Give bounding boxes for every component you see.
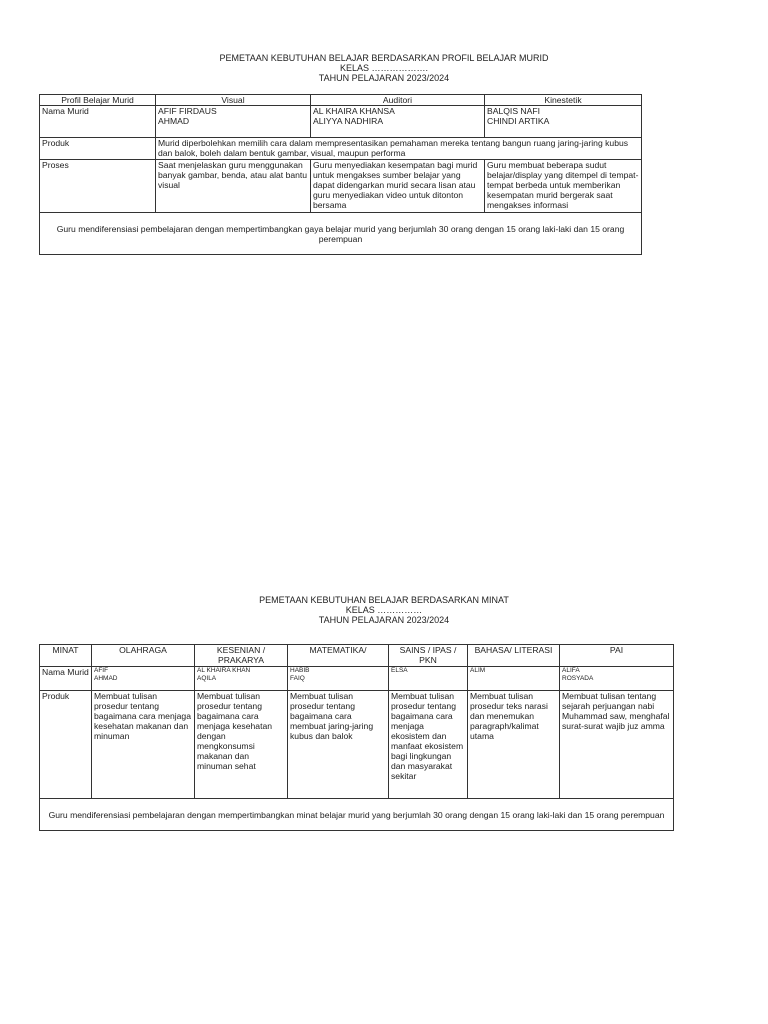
produk-olahraga: Membuat tulisan prosedur tentang bagaimana cara menjaga kesehatan makanan dan minuman (92, 691, 195, 799)
name-auditori-2: ALIYYA NADHIRA (313, 116, 384, 126)
proses-auditori: Guru menyediakan kesempatan bagi murid untuk mengakses sumber belajar yang dapat didengarkan murid secara lisan atau guru menyediakan video untuk ditonton bersama (311, 160, 485, 213)
name-kinestetik-1: BALQIS NAFI (487, 106, 541, 116)
minat-nama-label: Nama Murid (40, 667, 92, 691)
name-olahraga-1: AFIF (94, 667, 109, 674)
name-visual-1: AFIF FIRDAUS (158, 106, 217, 116)
names-matematika (288, 667, 389, 691)
minat-note-row (40, 799, 674, 831)
profil-note: Guru mendiferensiasi pembelajaran dengan mempertimbangkan gaya belajar murid yang berjumlah 30 orang dengan 15 orang laki-laki dan 15 orang perempuan (40, 213, 642, 255)
profil-heading (0, 53, 768, 83)
minat-produk-row (40, 691, 674, 799)
minat-heading (0, 595, 768, 625)
col-kinestetik: Kinestetik (485, 95, 642, 106)
minat-nama-row (40, 667, 674, 691)
col-visual: Visual (156, 95, 311, 106)
minat-heading-kelas: KELAS …………… (345, 605, 423, 615)
produk-text: Murid diperbolehkan memilih cara dalam mempresentasikan pemahaman mereka tentang bangun ruang jaring-jaring kubus dan balok, boleh dalam bentuk gambar, visual, maupun performa (156, 138, 642, 160)
proses-kinestetik: Guru membuat beberapa sudut belajar/display yang ditempel di tempat-tempat berbeda untuk memberikan kesempatan murid bergerak saat mengakses informasi (485, 160, 642, 213)
col-profil: Profil Belajar Murid (40, 95, 156, 106)
names-auditori (311, 106, 485, 138)
col-minat: MINAT (40, 645, 92, 667)
minat-table (39, 644, 674, 831)
col-sains: SAINS / IPAS / PKN (389, 645, 468, 667)
names-olahraga (92, 667, 195, 691)
minat-produk-label: Produk (40, 691, 92, 799)
name-kesenian-2: AQILA (197, 675, 217, 682)
profil-table (39, 94, 642, 255)
produk-matematika: Membuat tulisan prosedur tentang bagaimana cara membuat jaring-jaring kubus dan balok (288, 691, 389, 799)
minat-heading-title: PEMETAAN KEBUTUHAN BELAJAR BERDASARKAN MINAT (259, 595, 509, 605)
produk-pai: Membuat tulisan tentang sejarah perjuangan nabi Muhammad saw, menghafal surat-surat wajib juz amma (560, 691, 674, 799)
names-visual (156, 106, 311, 138)
names-pai (560, 667, 674, 691)
profil-proses-row (40, 160, 642, 213)
name-visual-2: AHMAD (158, 116, 190, 126)
name-olahraga-2: AHMAD (94, 675, 118, 682)
names-bahasa (468, 667, 560, 691)
profil-heading-kelas: KELAS ………………. (339, 63, 429, 73)
names-kinestetik (485, 106, 642, 138)
profil-heading-title: PEMETAAN KEBUTUHAN BELAJAR BERDASARKAN PROFIL BELAJAR MURID (219, 53, 549, 63)
produk-kesenian: Membuat tulisan prosedur tentang bagaimana cara menjaga kesehatan dengan mengkonsumsi makanan dan minuman sehat (195, 691, 288, 799)
name-matematika-1: HABIB (290, 667, 310, 674)
names-kesenian (195, 667, 288, 691)
col-auditori: Auditori (311, 95, 485, 106)
col-pai: PAI (560, 645, 674, 667)
profil-header-row (40, 95, 642, 106)
name-kesenian-1: AL KHAIRA KHAN (197, 667, 251, 674)
profil-produk-row (40, 138, 642, 160)
name-pai-1: ALIFA (562, 667, 580, 674)
profil-nama-row (40, 106, 642, 138)
names-sains (389, 667, 468, 691)
profil-heading-year: TAHUN PELAJARAN 2023/2024 (318, 73, 450, 83)
col-matematika: MATEMATIKA/ (288, 645, 389, 667)
proses-label: Proses (40, 160, 156, 213)
col-bahasa: BAHASA/ LITERASI (468, 645, 560, 667)
minat-header-row (40, 645, 674, 667)
name-sains-1: ELSA (391, 667, 408, 674)
produk-bahasa: Membuat tulisan prosedur teks narasi dan menemukan paragraph/kalimat utama (468, 691, 560, 799)
produk-label: Produk (40, 138, 156, 160)
minat-heading-year: TAHUN PELAJARAN 2023/2024 (318, 615, 450, 625)
nama-label: Nama Murid (40, 106, 156, 138)
name-bahasa-1: ALIM (470, 667, 486, 674)
name-pai-2: ROSYADA (562, 675, 594, 682)
col-olahraga: OLAHRAGA (92, 645, 195, 667)
name-auditori-1: AL KHAIRA KHANSA (313, 106, 395, 116)
minat-note: Guru mendiferensiasi pembelajaran dengan mempertimbangkan minat belajar murid yang berjumlah 30 orang dengan 15 orang laki-laki dan 15 orang perempuan (40, 799, 674, 831)
proses-visual: Saat menjelaskan guru menggunakan banyak gambar, benda, atau alat bantu visual (156, 160, 311, 213)
name-kinestetik-2: CHINDI ARTIKA (487, 116, 550, 126)
name-matematika-2: FAIQ (290, 675, 305, 682)
col-kesenian: KESENIAN / PRAKARYA (195, 645, 288, 667)
profil-note-row (40, 213, 642, 255)
produk-sains: Membuat tulisan prosedur tentang bagaimana cara menjaga ekosistem dan manfaat ekosistem bagi lingkungan dan masyarakat sekitar (389, 691, 468, 799)
